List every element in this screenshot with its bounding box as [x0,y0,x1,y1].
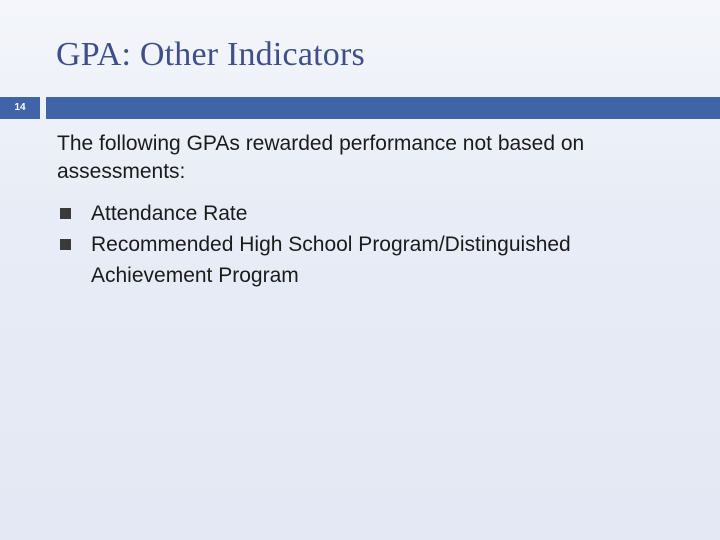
slide-number-box [0,97,40,119]
bullet-item [57,198,671,229]
bullet-list [57,198,687,291]
intro-text: The following GPAs rewarded performance not based on assessments: [57,132,585,183]
slide-number: 14 [14,102,26,113]
accent-bar [46,97,720,119]
bullet-text: Attendance Rate [91,202,248,225]
slide-body [57,130,687,291]
slide-title: GPA: Other Indicators [56,36,365,73]
bullet-item [57,229,671,291]
square-bullet-icon [60,208,71,219]
bullet-text: Recommended High School Program/Distinguished Achievement Program [91,233,571,287]
square-bullet-icon [60,239,71,250]
title-accent-bar [0,97,720,119]
